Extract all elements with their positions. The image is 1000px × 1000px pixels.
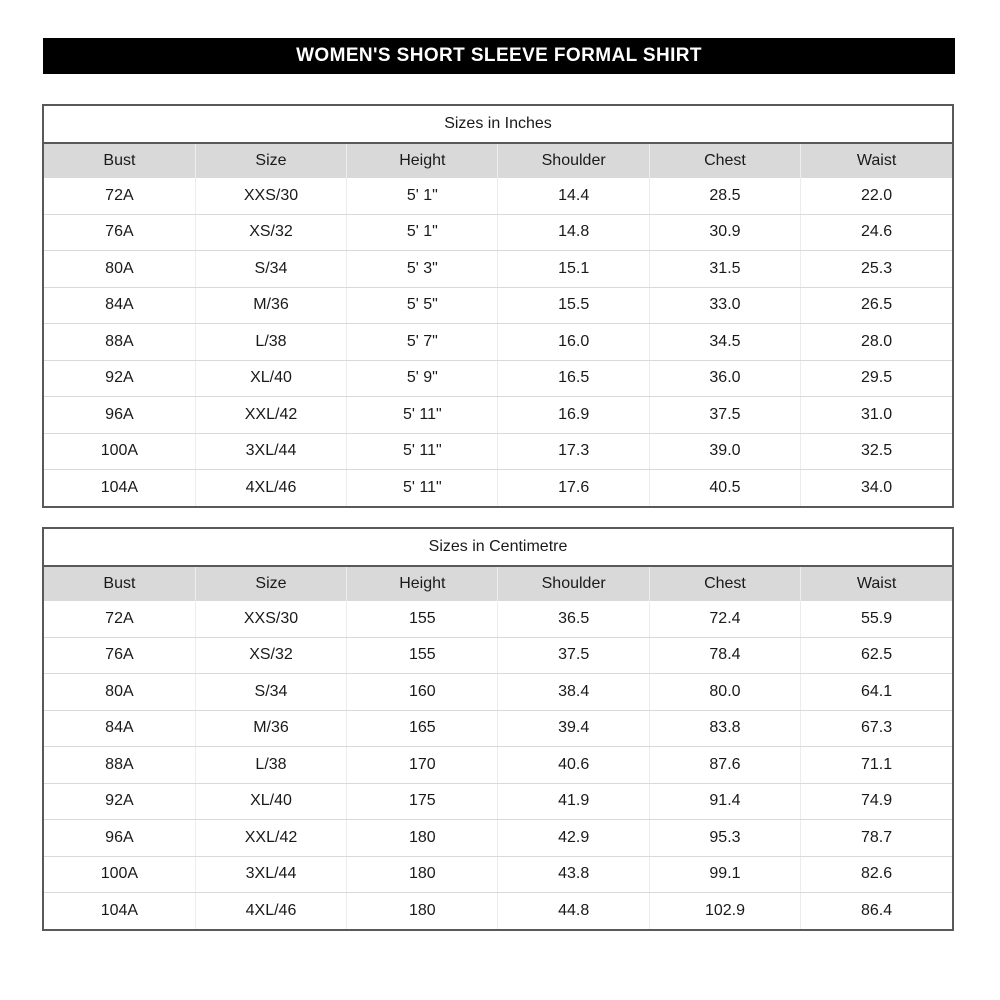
table-cell: 32.5 [801,433,952,470]
table-cell: 5' 5" [347,287,498,324]
table-cell: XXL/42 [195,397,346,434]
table-cell: 74.9 [801,783,952,820]
column-header-waist: Waist [801,567,952,601]
table-cell: 16.9 [498,397,649,434]
table-cell: 37.5 [498,637,649,674]
table-cell: 175 [347,783,498,820]
table-title-inches: Sizes in Inches [44,106,952,144]
column-header-height: Height [347,144,498,178]
table-cell: 88A [44,747,195,784]
table-row [44,637,952,674]
table-cell: 22.0 [801,178,952,214]
table-cell: 83.8 [649,710,800,747]
table-cell: 76A [44,637,195,674]
table-cell: 5' 7" [347,324,498,361]
column-header-bust: Bust [44,144,195,178]
table-cell: 78.7 [801,820,952,857]
table-cell: 180 [347,893,498,929]
table-cell: 72A [44,601,195,637]
table-cell: 34.5 [649,324,800,361]
table-cell: 14.4 [498,178,649,214]
table-row [44,178,952,214]
table-cell: 80.0 [649,674,800,711]
table-cell: 42.9 [498,820,649,857]
table-row [44,397,952,434]
table-cell: 3XL/44 [195,856,346,893]
table-row [44,747,952,784]
centimetre-grid [44,567,952,929]
table-row [44,710,952,747]
inches-grid [44,144,952,506]
table-cell: XXS/30 [195,178,346,214]
table-cell: 5' 1" [347,214,498,251]
table-cell: 15.5 [498,287,649,324]
column-header-shoulder: Shoulder [498,144,649,178]
table-row [44,360,952,397]
table-cell: 4XL/46 [195,470,346,506]
column-header-chest: Chest [649,144,800,178]
table-cell: 71.1 [801,747,952,784]
table-cell: L/38 [195,324,346,361]
table-cell: 39.0 [649,433,800,470]
table-row [44,433,952,470]
table-cell: 180 [347,856,498,893]
table-cell: 64.1 [801,674,952,711]
table-cell: 5' 9" [347,360,498,397]
table-cell: 99.1 [649,856,800,893]
column-header-size: Size [195,144,346,178]
table-cell: 36.0 [649,360,800,397]
table-cell: 67.3 [801,710,952,747]
table-row [44,287,952,324]
table-cell: 92A [44,783,195,820]
table-row [44,674,952,711]
table-row [44,470,952,506]
table-cell: 15.1 [498,251,649,288]
table-cell: 170 [347,747,498,784]
table-cell: 5' 1" [347,178,498,214]
table-cell: 33.0 [649,287,800,324]
header-row [44,567,952,601]
column-header-bust: Bust [44,567,195,601]
table-cell: M/36 [195,287,346,324]
table-cell: 76A [44,214,195,251]
table-cell: 40.6 [498,747,649,784]
table-cell: 104A [44,893,195,929]
table-cell: 100A [44,856,195,893]
table-cell: 155 [347,637,498,674]
table-cell: 37.5 [649,397,800,434]
table-cell: 84A [44,287,195,324]
table-row [44,893,952,929]
table-cell: XS/32 [195,637,346,674]
table-cell: 16.5 [498,360,649,397]
table-cell: 28.5 [649,178,800,214]
inches-grid-head [44,144,952,178]
table-cell: 28.0 [801,324,952,361]
table-cell: XXS/30 [195,601,346,637]
table-cell: 165 [347,710,498,747]
table-cell: S/34 [195,674,346,711]
table-cell: L/38 [195,747,346,784]
table-cell: 82.6 [801,856,952,893]
table-cell: S/34 [195,251,346,288]
table-cell: 86.4 [801,893,952,929]
table-cell: 5' 11" [347,397,498,434]
table-cell: 100A [44,433,195,470]
table-cell: 34.0 [801,470,952,506]
table-cell: 14.8 [498,214,649,251]
table-cell: 104A [44,470,195,506]
table-cell: 25.3 [801,251,952,288]
table-cell: 26.5 [801,287,952,324]
table-cell: 96A [44,820,195,857]
table-cell: M/36 [195,710,346,747]
column-header-chest: Chest [649,567,800,601]
table-cell: 95.3 [649,820,800,857]
table-cell: 62.5 [801,637,952,674]
table-cell: XL/40 [195,783,346,820]
table-cell: 78.4 [649,637,800,674]
table-cell: 5' 11" [347,470,498,506]
centimetre-size-table [42,527,954,931]
centimetre-grid-head [44,567,952,601]
table-cell: 44.8 [498,893,649,929]
table-cell: 155 [347,601,498,637]
column-header-shoulder: Shoulder [498,567,649,601]
table-cell: 55.9 [801,601,952,637]
column-header-height: Height [347,567,498,601]
table-cell: 29.5 [801,360,952,397]
table-row [44,783,952,820]
table-cell: 88A [44,324,195,361]
inches-size-table [42,104,954,508]
table-cell: 92A [44,360,195,397]
table-cell: 17.3 [498,433,649,470]
column-header-waist: Waist [801,144,952,178]
table-cell: 80A [44,674,195,711]
table-cell: 30.9 [649,214,800,251]
table-cell: 3XL/44 [195,433,346,470]
table-cell: 17.6 [498,470,649,506]
table-cell: 5' 3" [347,251,498,288]
table-cell: 84A [44,710,195,747]
table-cell: 180 [347,820,498,857]
table-cell: 38.4 [498,674,649,711]
table-cell: 40.5 [649,470,800,506]
table-cell: 91.4 [649,783,800,820]
table-cell: 72.4 [649,601,800,637]
table-cell: 31.5 [649,251,800,288]
table-row [44,251,952,288]
table-cell: 24.6 [801,214,952,251]
table-cell: XL/40 [195,360,346,397]
table-row [44,214,952,251]
table-cell: 72A [44,178,195,214]
table-row [44,856,952,893]
table-cell: 87.6 [649,747,800,784]
inches-grid-body [44,178,952,506]
table-cell: 4XL/46 [195,893,346,929]
table-cell: 16.0 [498,324,649,361]
product-title: WOMEN'S SHORT SLEEVE FORMAL SHIRT [296,45,702,66]
column-header-size: Size [195,567,346,601]
table-cell: 160 [347,674,498,711]
centimetre-grid-body [44,601,952,929]
product-title-banner [43,38,955,74]
table-cell: 36.5 [498,601,649,637]
table-cell: 96A [44,397,195,434]
table-cell: 102.9 [649,893,800,929]
table-cell: 41.9 [498,783,649,820]
table-cell: 5' 11" [347,433,498,470]
table-cell: 31.0 [801,397,952,434]
header-row [44,144,952,178]
table-cell: XXL/42 [195,820,346,857]
table-cell: 39.4 [498,710,649,747]
table-row [44,601,952,637]
table-cell: XS/32 [195,214,346,251]
table-row [44,324,952,361]
table-title-centimetre: Sizes in Centimetre [44,529,952,567]
table-row [44,820,952,857]
table-cell: 43.8 [498,856,649,893]
table-cell: 80A [44,251,195,288]
